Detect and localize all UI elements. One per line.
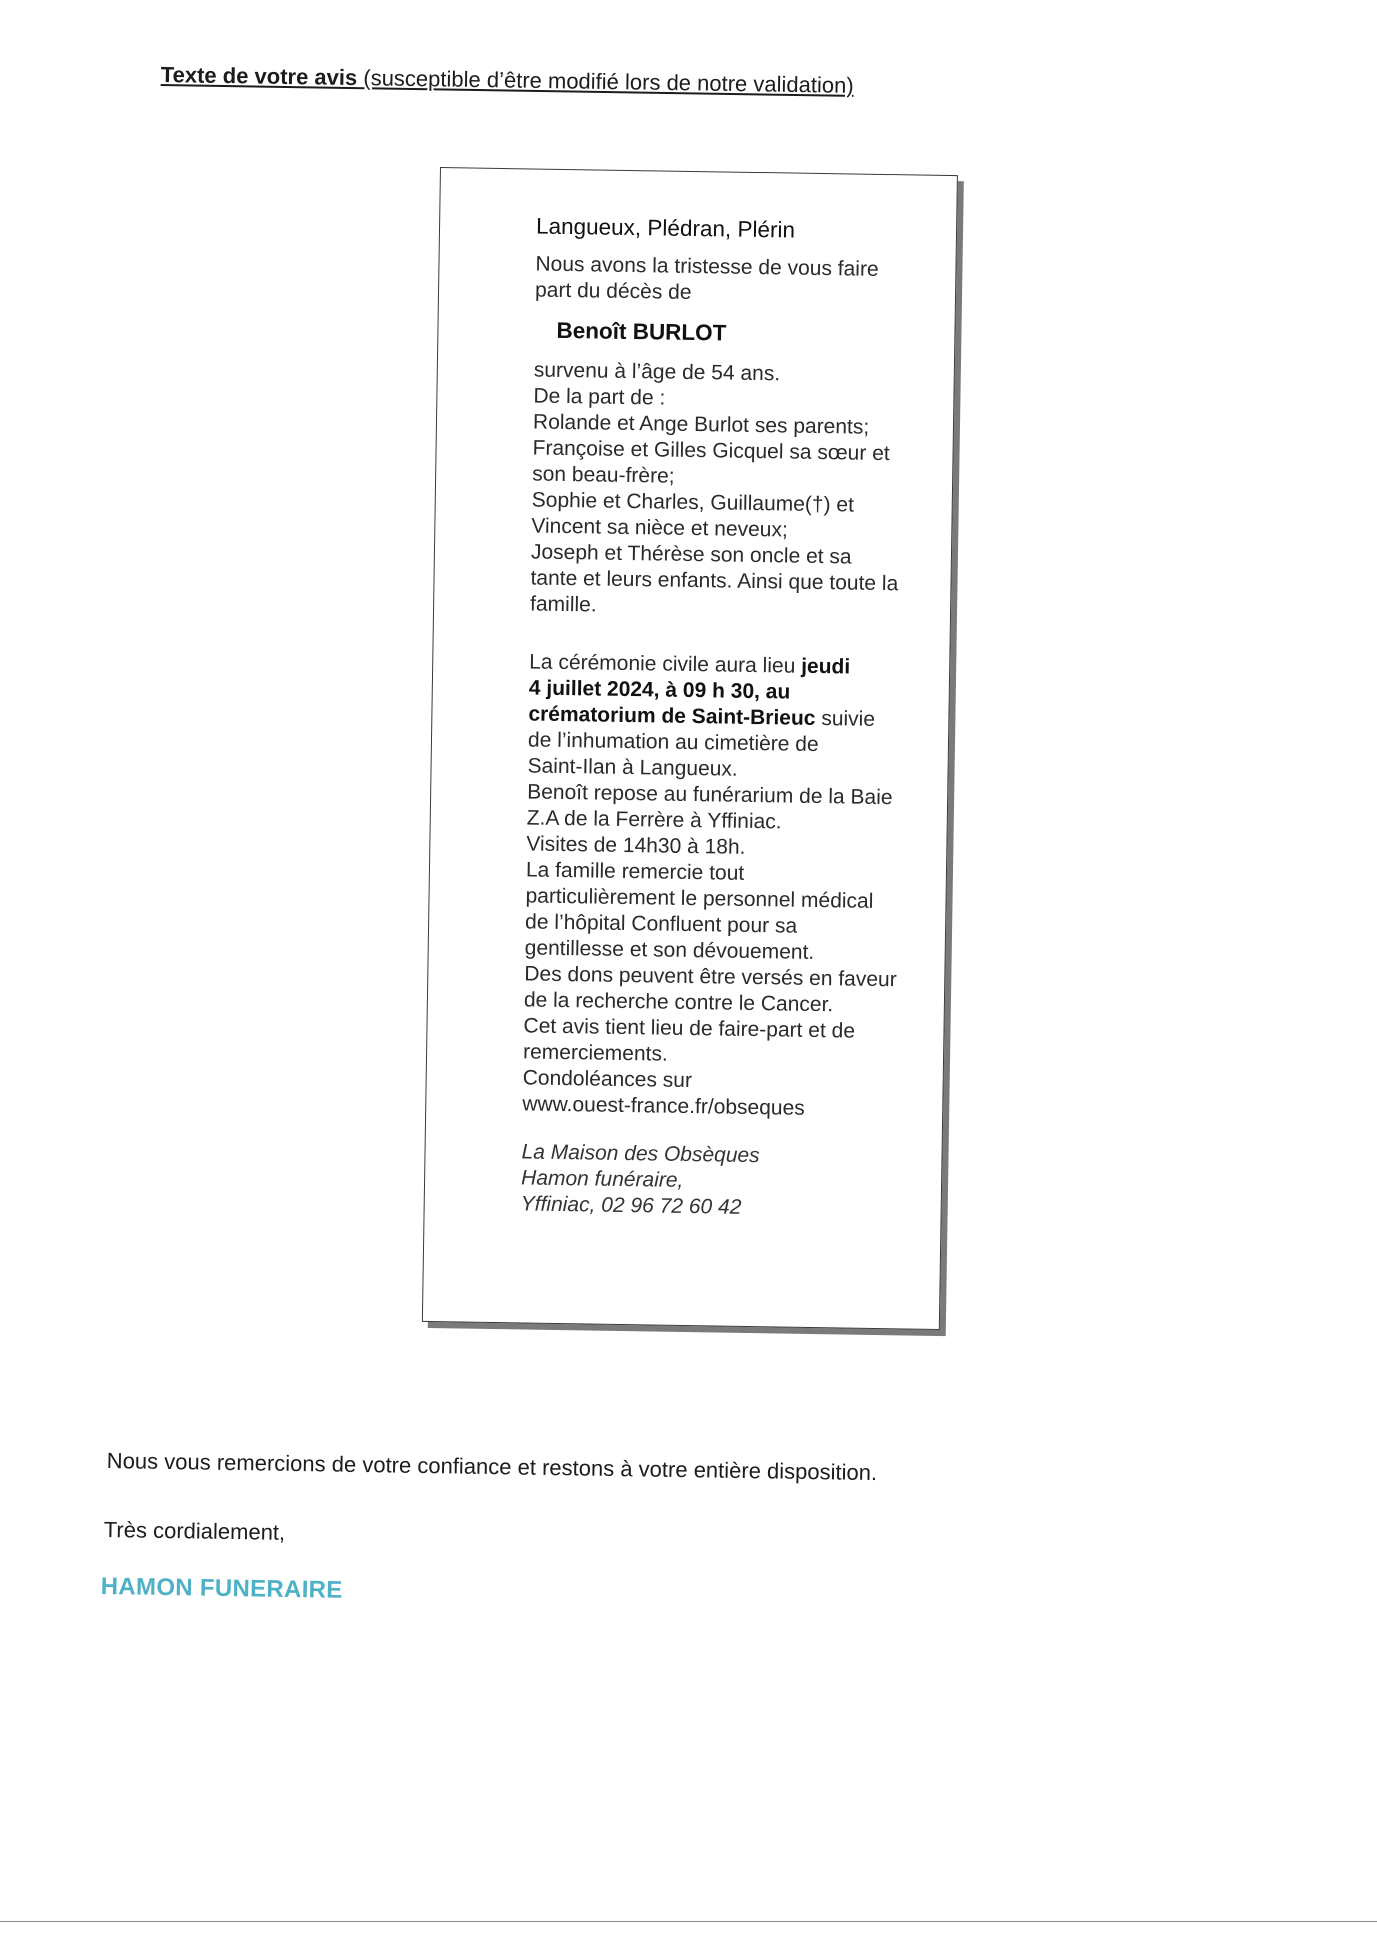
notice-intro: [535, 252, 936, 310]
ceremony-line: Visites de 14h30 à 18h.: [526, 832, 746, 859]
obituary-notice: [422, 167, 958, 1330]
ceremony-place: crématorium de Saint-Brieuc: [528, 702, 816, 730]
family-block: [530, 358, 934, 624]
ceremony-line: Z.A de la Ferrère à Yffiniac.: [526, 806, 782, 834]
family-line: Sophie et Charles, Guillaume(†) et: [531, 488, 855, 517]
family-line: survenu à l’âge de 54 ans.: [533, 358, 781, 386]
family-line: Françoise et Gilles Gicquel sa sœur et: [532, 436, 890, 466]
company-name: HAMON FUNERAIRE: [100, 1573, 343, 1604]
family-line: tante et leurs enfants. Ainsi que toute la: [530, 566, 899, 596]
notice-locations: Langueux, Plédran, Plérin: [535, 213, 796, 243]
ceremony-line: Benoît repose au funérarium de la Baie: [527, 780, 893, 810]
ceremony-block: [522, 649, 929, 1123]
ceremony-line: remerciements.: [522, 1040, 668, 1066]
signature-line: La Maison des Obsèques: [521, 1140, 760, 1168]
intro-line: part du décès de: [534, 278, 692, 304]
ceremony-text: suivie: [815, 706, 876, 731]
ceremony-line: Cet avis tient lieu de faire-part et de: [523, 1014, 856, 1043]
family-line: famille.: [529, 592, 597, 617]
intro-line: Nous avons la tristesse de vous faire: [535, 252, 879, 281]
notice-signature: [521, 1139, 922, 1223]
signature-line: Yffiniac, 02 96 72 60 42: [520, 1192, 742, 1219]
heading-note: (susceptible d’être modifié lors de notre validation): [357, 65, 854, 98]
bottom-rule: [0, 1921, 1377, 1922]
ceremony-line: de l’inhumation au cimetière de: [527, 728, 819, 757]
family-line: Joseph et Thérèse son oncle et sa: [530, 540, 852, 569]
family-line: De la part de :: [533, 384, 666, 410]
deceased-name: Benoît BURLOT: [556, 317, 727, 346]
family-line: Rolande et Ange Burlot ses parents;: [532, 410, 870, 439]
ceremony-line: Saint-Ilan à Langueux.: [527, 754, 738, 781]
family-line: Vincent sa nièce et neveux;: [531, 514, 788, 542]
ceremony-text: La cérémonie civile aura lieu: [529, 650, 802, 678]
ceremony-day: jeudi: [801, 654, 851, 679]
condolences-url: www.ouest-france.fr/obseques: [522, 1092, 805, 1120]
ceremony-line: Des dons peuvent être versés en faveur: [524, 962, 897, 992]
ceremony-line: gentillesse et son dévouement.: [524, 936, 815, 964]
ceremony-line: de l’hôpital Confluent pour sa: [524, 910, 798, 938]
ceremony-line: de la recherche contre le Cancer.: [523, 988, 834, 1017]
notice-content: [521, 214, 937, 1224]
regards: Très cordialement,: [103, 1517, 286, 1545]
ceremony-line: particulièrement le personnel médical: [525, 884, 874, 913]
ceremony-line: Condoléances sur: [522, 1066, 693, 1093]
page-heading: [161, 62, 854, 99]
ceremony-line: La famille remercie tout: [525, 858, 745, 885]
heading-bold: Texte de votre avis: [160, 62, 358, 91]
closing-sentence: Nous vous remercions de votre confiance et restons à votre entière disposition.: [106, 1448, 878, 1486]
ceremony-date: 4 juillet 2024, à 09 h 30, au: [528, 676, 791, 704]
signature-line: Hamon funéraire,: [520, 1166, 684, 1192]
family-line: son beau-frère;: [532, 462, 675, 488]
